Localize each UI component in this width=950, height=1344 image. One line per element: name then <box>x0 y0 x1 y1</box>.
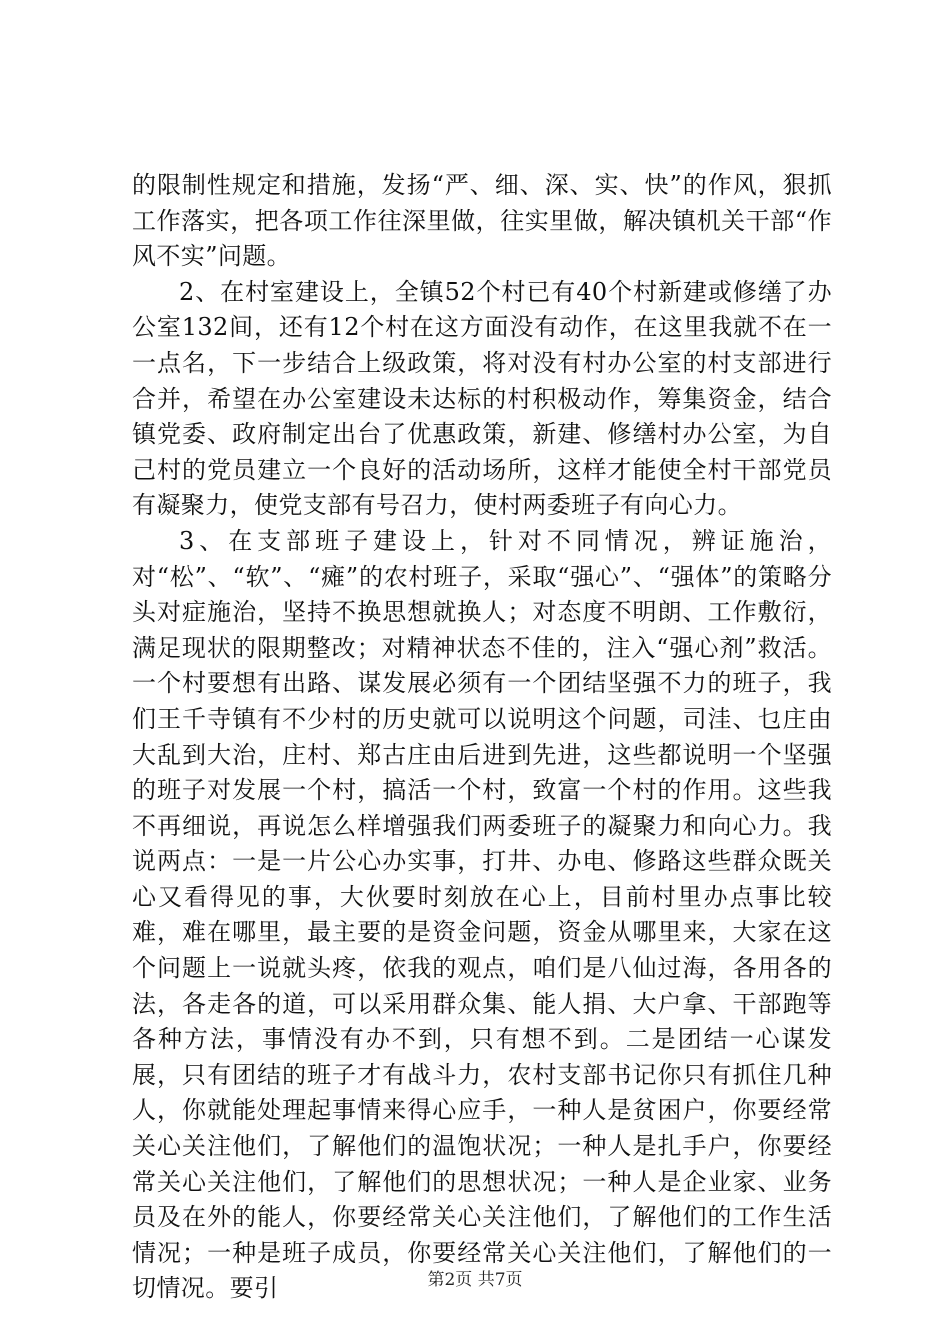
paragraph-village-office: 2、在村室建设上，全镇52个村已有40个村新建或修缮了办公室132间，还有12个村在这方面没有动作，在这里我就不在一一点名，下一步结合上级政策，将对没有村办公室的村支部进行合并，希望在办公室建设未达标的村积极动作，筹集资金，结合镇党委、政府制定出台了优惠政策，新建、修缮村办公室，为自己村的党员建立一个良好的活动场所，这样才能使全村干部党员有凝聚力，使党支部有号召力，使村两委班子有向心力。 <box>132 277 832 520</box>
paragraph-continuation: 的限制性规定和措施，发扬“严、细、深、实、快”的作风，狠抓工作落实，把各项工作往深里做，往实里做，解决镇机关干部“作风不实”问题。 <box>132 171 832 271</box>
document-body <box>132 168 832 1307</box>
page-number-footer: 第2页 共7页 <box>427 1270 523 1290</box>
paragraph-branch-team: 3、在支部班子建设上，针对不同情况，辨证施治，对“松”、“软”、“瘫”的农村班子，采取“强心”、“强体”的策略分头对症施治，坚持不换思想就换人；对态度不明朗、工作敷衍，满足现状的限期整改；对精神状态不佳的，注入“强心剂”救活。一个村要想有出路、谋发展必须有一个团结坚强不力的班子，我们王千寺镇有不少村的历史就可以说明这个问题，司洼、乜庄由大乱到大治，庄村、郑古庄由后进到先进，这些都说明一个坚强的班子对发展一个村，搞活一个村，致富一个村的作用。这些我不再细说，再说怎么样增强我们两委班子的凝聚力和向心力。我说两点：一是一片公心办实事，打井、办电、修路这些群众既关心又看得见的事，大伙要时刻放在心上，目前村里办点事比较难，难在哪里，最主要的是资金问题，资金从哪里来，大家在这个问题上一说就头疼，依我的观点，咱们是八仙过海，各用各的法，各走各的道，可以采用群众集、能人捐、大户拿、干部跑等各种方法，事情没有办不到，只有想不到。二是团结一心谋发展，只有团结的班子才有战斗力，农村支部书记你只有抓住几种人，你就能处理起事情来得心应手，一种人是贫困户，你要经常关心关注他们，了解他们的温饱状况；一种人是扎手户，你要经常关心关注他们，了解他们的思想状况；一种人是企业家、业务员及在外的能人，你要经常关心关注他们，了解他们的工作生活情况；一种是班子成员，你要经常关心关注他们，了解他们的一切情况。要引 <box>132 526 832 1303</box>
